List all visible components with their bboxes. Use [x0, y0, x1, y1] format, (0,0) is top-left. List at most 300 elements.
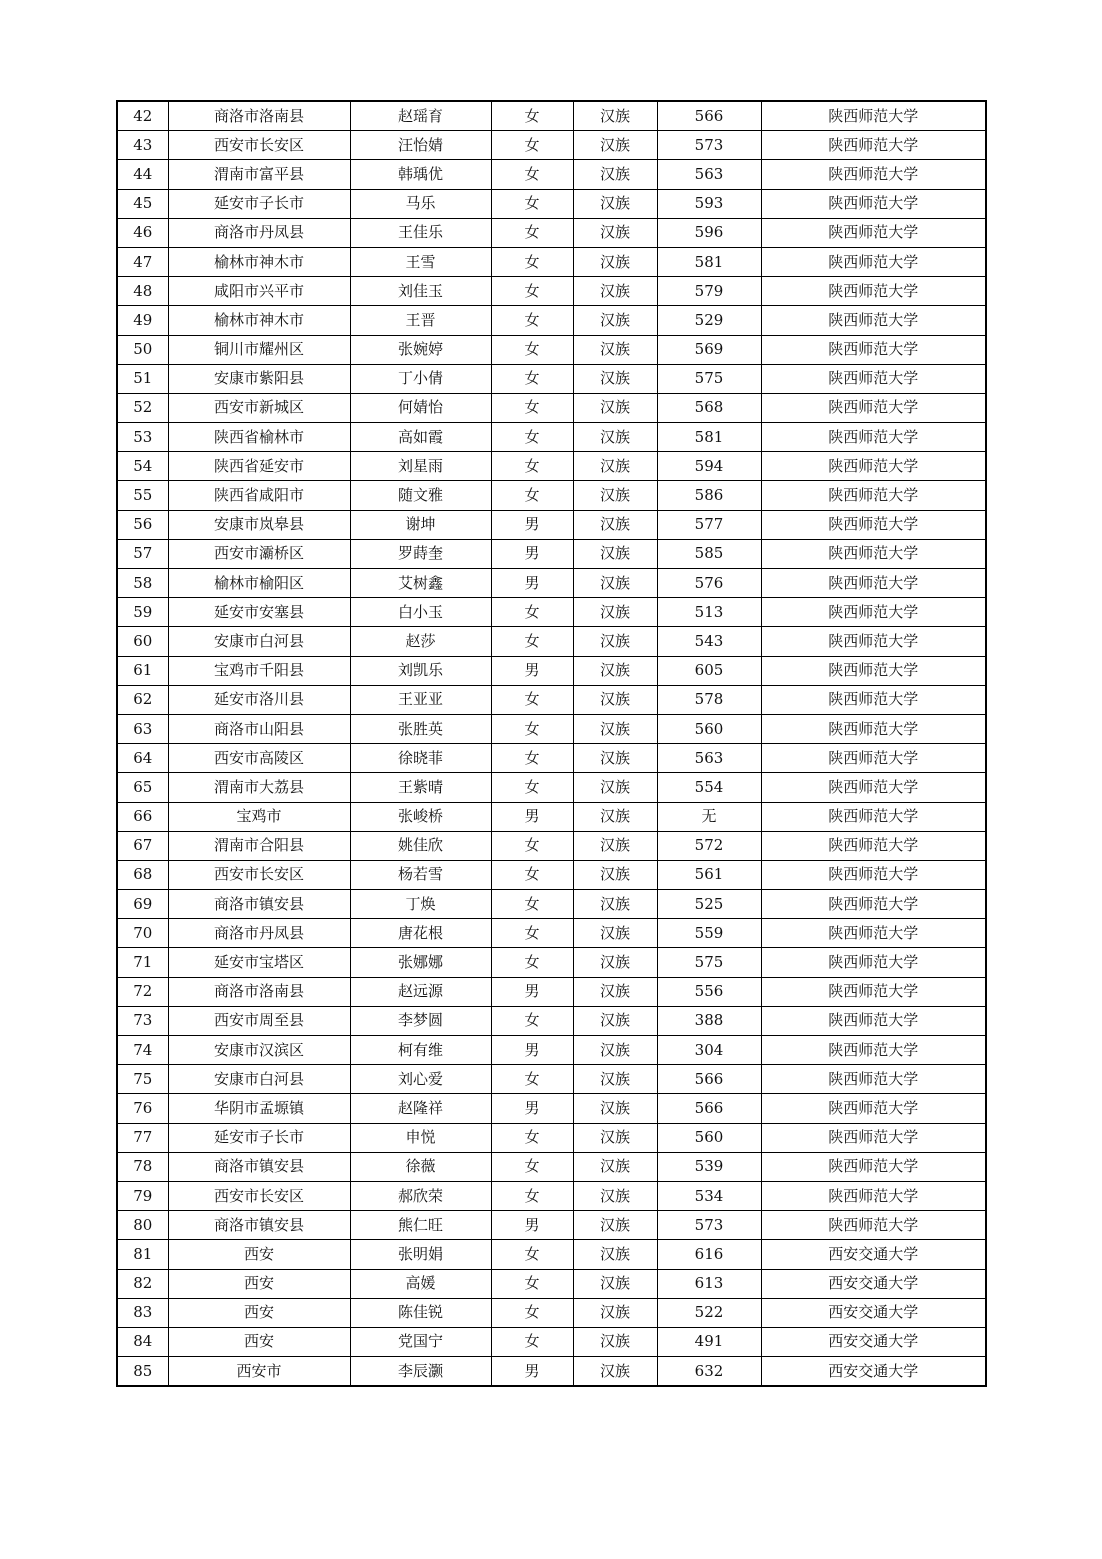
row-number: 54 — [117, 452, 168, 481]
row-number: 76 — [117, 1094, 168, 1123]
gender-cell: 女 — [491, 423, 573, 452]
university-cell: 陕西师范大学 — [761, 1065, 986, 1094]
name-cell: 徐晓菲 — [350, 744, 491, 773]
ethnicity-cell: 汉族 — [573, 744, 657, 773]
university-cell: 陕西师范大学 — [761, 423, 986, 452]
ethnicity-cell: 汉族 — [573, 131, 657, 160]
row-number: 55 — [117, 481, 168, 510]
gender-cell: 男 — [491, 539, 573, 568]
row-number: 75 — [117, 1065, 168, 1094]
name-cell: 张婉婷 — [350, 335, 491, 364]
ethnicity-cell: 汉族 — [573, 831, 657, 860]
gender-cell: 女 — [491, 335, 573, 364]
row-number: 49 — [117, 306, 168, 335]
ethnicity-cell: 汉族 — [573, 452, 657, 481]
row-number: 56 — [117, 510, 168, 539]
row-number: 53 — [117, 423, 168, 452]
row-number: 57 — [117, 539, 168, 568]
region-cell: 安康市汉滨区 — [168, 1036, 350, 1065]
university-cell: 陕西师范大学 — [761, 335, 986, 364]
row-number: 82 — [117, 1269, 168, 1298]
table-row — [117, 1357, 986, 1387]
university-cell: 陕西师范大学 — [761, 1211, 986, 1240]
row-number: 46 — [117, 218, 168, 247]
ethnicity-cell: 汉族 — [573, 1298, 657, 1327]
row-number: 79 — [117, 1181, 168, 1210]
score-cell: 581 — [657, 423, 761, 452]
name-cell: 郝欣荣 — [350, 1181, 491, 1210]
name-cell: 王亚亚 — [350, 685, 491, 714]
university-cell: 陕西师范大学 — [761, 890, 986, 919]
name-cell: 张峻桥 — [350, 802, 491, 831]
table-row — [117, 160, 986, 189]
gender-cell: 女 — [491, 773, 573, 802]
table-row — [117, 685, 986, 714]
region-cell: 咸阳市兴平市 — [168, 277, 350, 306]
score-cell: 572 — [657, 831, 761, 860]
region-cell: 陕西省榆林市 — [168, 423, 350, 452]
ethnicity-cell: 汉族 — [573, 510, 657, 539]
region-cell: 西安 — [168, 1298, 350, 1327]
region-cell: 商洛市镇安县 — [168, 1152, 350, 1181]
university-cell: 陕西师范大学 — [761, 1152, 986, 1181]
region-cell: 商洛市山阳县 — [168, 714, 350, 743]
score-cell: 569 — [657, 335, 761, 364]
score-cell: 596 — [657, 218, 761, 247]
region-cell: 商洛市丹凤县 — [168, 218, 350, 247]
name-cell: 党国宁 — [350, 1327, 491, 1356]
ethnicity-cell: 汉族 — [573, 598, 657, 627]
region-cell: 宝鸡市 — [168, 802, 350, 831]
score-cell: 560 — [657, 714, 761, 743]
region-cell: 渭南市大荔县 — [168, 773, 350, 802]
ethnicity-cell: 汉族 — [573, 335, 657, 364]
ethnicity-cell: 汉族 — [573, 656, 657, 685]
row-number: 78 — [117, 1152, 168, 1181]
region-cell: 安康市白河县 — [168, 1065, 350, 1094]
region-cell: 西安 — [168, 1240, 350, 1269]
table-row — [117, 598, 986, 627]
row-number: 59 — [117, 598, 168, 627]
university-cell: 陕西师范大学 — [761, 569, 986, 598]
gender-cell: 女 — [491, 831, 573, 860]
region-cell: 西安市长安区 — [168, 131, 350, 160]
score-cell: 539 — [657, 1152, 761, 1181]
region-cell: 榆林市神木市 — [168, 306, 350, 335]
score-cell: 577 — [657, 510, 761, 539]
row-number: 65 — [117, 773, 168, 802]
score-cell: 605 — [657, 656, 761, 685]
score-cell: 554 — [657, 773, 761, 802]
row-number: 83 — [117, 1298, 168, 1327]
ethnicity-cell: 汉族 — [573, 714, 657, 743]
university-cell: 陕西师范大学 — [761, 1094, 986, 1123]
row-number: 67 — [117, 831, 168, 860]
region-cell: 榆林市榆阳区 — [168, 569, 350, 598]
score-cell: 573 — [657, 131, 761, 160]
name-cell: 张明娟 — [350, 1240, 491, 1269]
score-cell: 561 — [657, 860, 761, 889]
table-row — [117, 948, 986, 977]
table-row — [117, 1298, 986, 1327]
score-cell: 513 — [657, 598, 761, 627]
row-number: 71 — [117, 948, 168, 977]
score-cell: 575 — [657, 364, 761, 393]
gender-cell: 女 — [491, 744, 573, 773]
table-row — [117, 364, 986, 393]
region-cell: 延安市子长市 — [168, 189, 350, 218]
region-cell: 安康市岚皋县 — [168, 510, 350, 539]
university-cell: 陕西师范大学 — [761, 656, 986, 685]
university-cell: 陕西师范大学 — [761, 831, 986, 860]
ethnicity-cell: 汉族 — [573, 860, 657, 889]
table-row — [117, 773, 986, 802]
university-cell: 陕西师范大学 — [761, 714, 986, 743]
name-cell: 杨若雪 — [350, 860, 491, 889]
region-cell: 延安市洛川县 — [168, 685, 350, 714]
gender-cell: 女 — [491, 189, 573, 218]
gender-cell: 女 — [491, 1181, 573, 1210]
gender-cell: 女 — [491, 481, 573, 510]
name-cell: 王佳乐 — [350, 218, 491, 247]
score-cell: 632 — [657, 1357, 761, 1387]
gender-cell: 男 — [491, 1036, 573, 1065]
gender-cell: 女 — [491, 1065, 573, 1094]
university-cell: 陕西师范大学 — [761, 744, 986, 773]
ethnicity-cell: 汉族 — [573, 1269, 657, 1298]
row-number: 74 — [117, 1036, 168, 1065]
region-cell: 华阴市孟塬镇 — [168, 1094, 350, 1123]
table-row — [117, 1327, 986, 1356]
ethnicity-cell: 汉族 — [573, 773, 657, 802]
table-row — [117, 1211, 986, 1240]
score-cell: 566 — [657, 101, 761, 131]
name-cell: 韩瑀优 — [350, 160, 491, 189]
score-cell: 594 — [657, 452, 761, 481]
table-row — [117, 1152, 986, 1181]
name-cell: 王雪 — [350, 247, 491, 276]
name-cell: 罗蒔奎 — [350, 539, 491, 568]
score-cell: 559 — [657, 919, 761, 948]
ethnicity-cell: 汉族 — [573, 218, 657, 247]
score-cell: 543 — [657, 627, 761, 656]
row-number: 70 — [117, 919, 168, 948]
score-cell: 568 — [657, 393, 761, 422]
university-cell: 陕西师范大学 — [761, 948, 986, 977]
gender-cell: 女 — [491, 1152, 573, 1181]
gender-cell: 女 — [491, 393, 573, 422]
gender-cell: 女 — [491, 160, 573, 189]
table-row — [117, 744, 986, 773]
score-cell: 593 — [657, 189, 761, 218]
table-row — [117, 1036, 986, 1065]
university-cell: 陕西师范大学 — [761, 860, 986, 889]
table-row — [117, 714, 986, 743]
name-cell: 赵远源 — [350, 977, 491, 1006]
name-cell: 陈佳锐 — [350, 1298, 491, 1327]
table-row — [117, 539, 986, 568]
table-row — [117, 831, 986, 860]
gender-cell: 女 — [491, 1240, 573, 1269]
gender-cell: 男 — [491, 510, 573, 539]
university-cell: 陕西师范大学 — [761, 539, 986, 568]
row-number: 84 — [117, 1327, 168, 1356]
name-cell: 赵瑶育 — [350, 101, 491, 131]
ethnicity-cell: 汉族 — [573, 1036, 657, 1065]
score-cell: 576 — [657, 569, 761, 598]
name-cell: 刘星雨 — [350, 452, 491, 481]
gender-cell: 女 — [491, 131, 573, 160]
region-cell: 商洛市丹凤县 — [168, 919, 350, 948]
name-cell: 姚佳欣 — [350, 831, 491, 860]
region-cell: 商洛市镇安县 — [168, 890, 350, 919]
region-cell: 铜川市耀州区 — [168, 335, 350, 364]
name-cell: 高媛 — [350, 1269, 491, 1298]
university-cell: 陕西师范大学 — [761, 510, 986, 539]
name-cell: 丁小倩 — [350, 364, 491, 393]
row-number: 48 — [117, 277, 168, 306]
name-cell: 何婧怡 — [350, 393, 491, 422]
gender-cell: 女 — [491, 919, 573, 948]
name-cell: 张娜娜 — [350, 948, 491, 977]
region-cell: 商洛市洛南县 — [168, 977, 350, 1006]
table-row — [117, 977, 986, 1006]
ethnicity-cell: 汉族 — [573, 101, 657, 131]
region-cell: 延安市宝塔区 — [168, 948, 350, 977]
region-cell: 西安 — [168, 1269, 350, 1298]
row-number: 68 — [117, 860, 168, 889]
score-cell: 581 — [657, 247, 761, 276]
name-cell: 丁焕 — [350, 890, 491, 919]
university-cell: 陕西师范大学 — [761, 306, 986, 335]
ethnicity-cell: 汉族 — [573, 539, 657, 568]
university-cell: 陕西师范大学 — [761, 452, 986, 481]
university-cell: 陕西师范大学 — [761, 1123, 986, 1152]
gender-cell: 女 — [491, 306, 573, 335]
university-cell: 陕西师范大学 — [761, 1006, 986, 1035]
row-number: 51 — [117, 364, 168, 393]
score-cell: 304 — [657, 1036, 761, 1065]
table-row — [117, 452, 986, 481]
ethnicity-cell: 汉族 — [573, 1152, 657, 1181]
gender-cell: 女 — [491, 277, 573, 306]
gender-cell: 女 — [491, 364, 573, 393]
table-row — [117, 101, 986, 131]
gender-cell: 女 — [491, 890, 573, 919]
score-cell: 586 — [657, 481, 761, 510]
row-number: 80 — [117, 1211, 168, 1240]
region-cell: 西安市长安区 — [168, 1181, 350, 1210]
ethnicity-cell: 汉族 — [573, 306, 657, 335]
region-cell: 宝鸡市千阳县 — [168, 656, 350, 685]
student-table — [116, 100, 987, 1387]
ethnicity-cell: 汉族 — [573, 1181, 657, 1210]
row-number: 85 — [117, 1357, 168, 1387]
data-table-container — [116, 100, 985, 1387]
ethnicity-cell: 汉族 — [573, 802, 657, 831]
gender-cell: 女 — [491, 860, 573, 889]
gender-cell: 男 — [491, 1094, 573, 1123]
region-cell: 榆林市神木市 — [168, 247, 350, 276]
region-cell: 陕西省咸阳市 — [168, 481, 350, 510]
score-cell: 529 — [657, 306, 761, 335]
score-cell: 491 — [657, 1327, 761, 1356]
gender-cell: 男 — [491, 1357, 573, 1387]
ethnicity-cell: 汉族 — [573, 1240, 657, 1269]
region-cell: 西安市周至县 — [168, 1006, 350, 1035]
score-cell: 563 — [657, 160, 761, 189]
university-cell: 陕西师范大学 — [761, 1036, 986, 1065]
row-number: 77 — [117, 1123, 168, 1152]
table-row — [117, 569, 986, 598]
university-cell: 西安交通大学 — [761, 1240, 986, 1269]
row-number: 60 — [117, 627, 168, 656]
score-cell: 575 — [657, 948, 761, 977]
score-cell: 573 — [657, 1211, 761, 1240]
university-cell: 西安交通大学 — [761, 1269, 986, 1298]
score-cell: 534 — [657, 1181, 761, 1210]
university-cell: 陕西师范大学 — [761, 277, 986, 306]
name-cell: 张胜英 — [350, 714, 491, 743]
score-cell: 585 — [657, 539, 761, 568]
university-cell: 陕西师范大学 — [761, 481, 986, 510]
table-row — [117, 1269, 986, 1298]
ethnicity-cell: 汉族 — [573, 481, 657, 510]
region-cell: 商洛市镇安县 — [168, 1211, 350, 1240]
ethnicity-cell: 汉族 — [573, 948, 657, 977]
university-cell: 陕西师范大学 — [761, 101, 986, 131]
gender-cell: 男 — [491, 569, 573, 598]
gender-cell: 男 — [491, 1211, 573, 1240]
table-row — [117, 890, 986, 919]
name-cell: 马乐 — [350, 189, 491, 218]
ethnicity-cell: 汉族 — [573, 364, 657, 393]
region-cell: 安康市白河县 — [168, 627, 350, 656]
ethnicity-cell: 汉族 — [573, 277, 657, 306]
score-cell: 578 — [657, 685, 761, 714]
university-cell: 陕西师范大学 — [761, 977, 986, 1006]
ethnicity-cell: 汉族 — [573, 1123, 657, 1152]
ethnicity-cell: 汉族 — [573, 423, 657, 452]
score-cell: 388 — [657, 1006, 761, 1035]
region-cell: 商洛市洛南县 — [168, 101, 350, 131]
table-row — [117, 1123, 986, 1152]
row-number: 44 — [117, 160, 168, 189]
table-row — [117, 510, 986, 539]
region-cell: 西安市高陵区 — [168, 744, 350, 773]
gender-cell: 女 — [491, 1327, 573, 1356]
ethnicity-cell: 汉族 — [573, 1065, 657, 1094]
gender-cell: 女 — [491, 714, 573, 743]
name-cell: 徐薇 — [350, 1152, 491, 1181]
university-cell: 陕西师范大学 — [761, 160, 986, 189]
gender-cell: 女 — [491, 1006, 573, 1035]
name-cell: 艾树鑫 — [350, 569, 491, 598]
row-number: 45 — [117, 189, 168, 218]
gender-cell: 女 — [491, 1269, 573, 1298]
score-cell: 616 — [657, 1240, 761, 1269]
ethnicity-cell: 汉族 — [573, 977, 657, 1006]
region-cell: 西安市灞桥区 — [168, 539, 350, 568]
university-cell: 西安交通大学 — [761, 1357, 986, 1387]
university-cell: 西安交通大学 — [761, 1298, 986, 1327]
university-cell: 陕西师范大学 — [761, 685, 986, 714]
table-row — [117, 656, 986, 685]
gender-cell: 女 — [491, 598, 573, 627]
table-row — [117, 1006, 986, 1035]
university-cell: 陕西师范大学 — [761, 802, 986, 831]
name-cell: 柯有维 — [350, 1036, 491, 1065]
region-cell: 陕西省延安市 — [168, 452, 350, 481]
university-cell: 陕西师范大学 — [761, 247, 986, 276]
university-cell: 陕西师范大学 — [761, 131, 986, 160]
region-cell: 安康市紫阳县 — [168, 364, 350, 393]
name-cell: 高如霞 — [350, 423, 491, 452]
name-cell: 刘佳玉 — [350, 277, 491, 306]
region-cell: 西安市 — [168, 1357, 350, 1387]
row-number: 72 — [117, 977, 168, 1006]
name-cell: 刘心爱 — [350, 1065, 491, 1094]
name-cell: 谢坤 — [350, 510, 491, 539]
gender-cell: 女 — [491, 685, 573, 714]
region-cell: 西安 — [168, 1327, 350, 1356]
table-row — [117, 218, 986, 247]
gender-cell: 男 — [491, 802, 573, 831]
name-cell: 赵莎 — [350, 627, 491, 656]
ethnicity-cell: 汉族 — [573, 160, 657, 189]
ethnicity-cell: 汉族 — [573, 919, 657, 948]
ethnicity-cell: 汉族 — [573, 1006, 657, 1035]
region-cell: 渭南市合阳县 — [168, 831, 350, 860]
table-row — [117, 189, 986, 218]
score-cell: 613 — [657, 1269, 761, 1298]
region-cell: 西安市长安区 — [168, 860, 350, 889]
row-number: 47 — [117, 247, 168, 276]
gender-cell: 女 — [491, 247, 573, 276]
ethnicity-cell: 汉族 — [573, 627, 657, 656]
score-cell: 无 — [657, 802, 761, 831]
name-cell: 王紫晴 — [350, 773, 491, 802]
university-cell: 陕西师范大学 — [761, 919, 986, 948]
ethnicity-cell: 汉族 — [573, 247, 657, 276]
name-cell: 随文雅 — [350, 481, 491, 510]
table-row — [117, 481, 986, 510]
university-cell: 陕西师范大学 — [761, 189, 986, 218]
ethnicity-cell: 汉族 — [573, 1211, 657, 1240]
score-cell: 525 — [657, 890, 761, 919]
table-row — [117, 423, 986, 452]
table-row — [117, 1240, 986, 1269]
name-cell: 李梦圆 — [350, 1006, 491, 1035]
score-cell: 563 — [657, 744, 761, 773]
score-cell: 579 — [657, 277, 761, 306]
row-number: 73 — [117, 1006, 168, 1035]
name-cell: 唐花根 — [350, 919, 491, 948]
university-cell: 陕西师范大学 — [761, 218, 986, 247]
row-number: 58 — [117, 569, 168, 598]
table-row — [117, 1065, 986, 1094]
ethnicity-cell: 汉族 — [573, 1357, 657, 1387]
university-cell: 西安交通大学 — [761, 1327, 986, 1356]
row-number: 43 — [117, 131, 168, 160]
score-cell: 566 — [657, 1094, 761, 1123]
table-row — [117, 131, 986, 160]
ethnicity-cell: 汉族 — [573, 1327, 657, 1356]
region-cell: 西安市新城区 — [168, 393, 350, 422]
row-number: 52 — [117, 393, 168, 422]
name-cell: 白小玉 — [350, 598, 491, 627]
gender-cell: 女 — [491, 452, 573, 481]
